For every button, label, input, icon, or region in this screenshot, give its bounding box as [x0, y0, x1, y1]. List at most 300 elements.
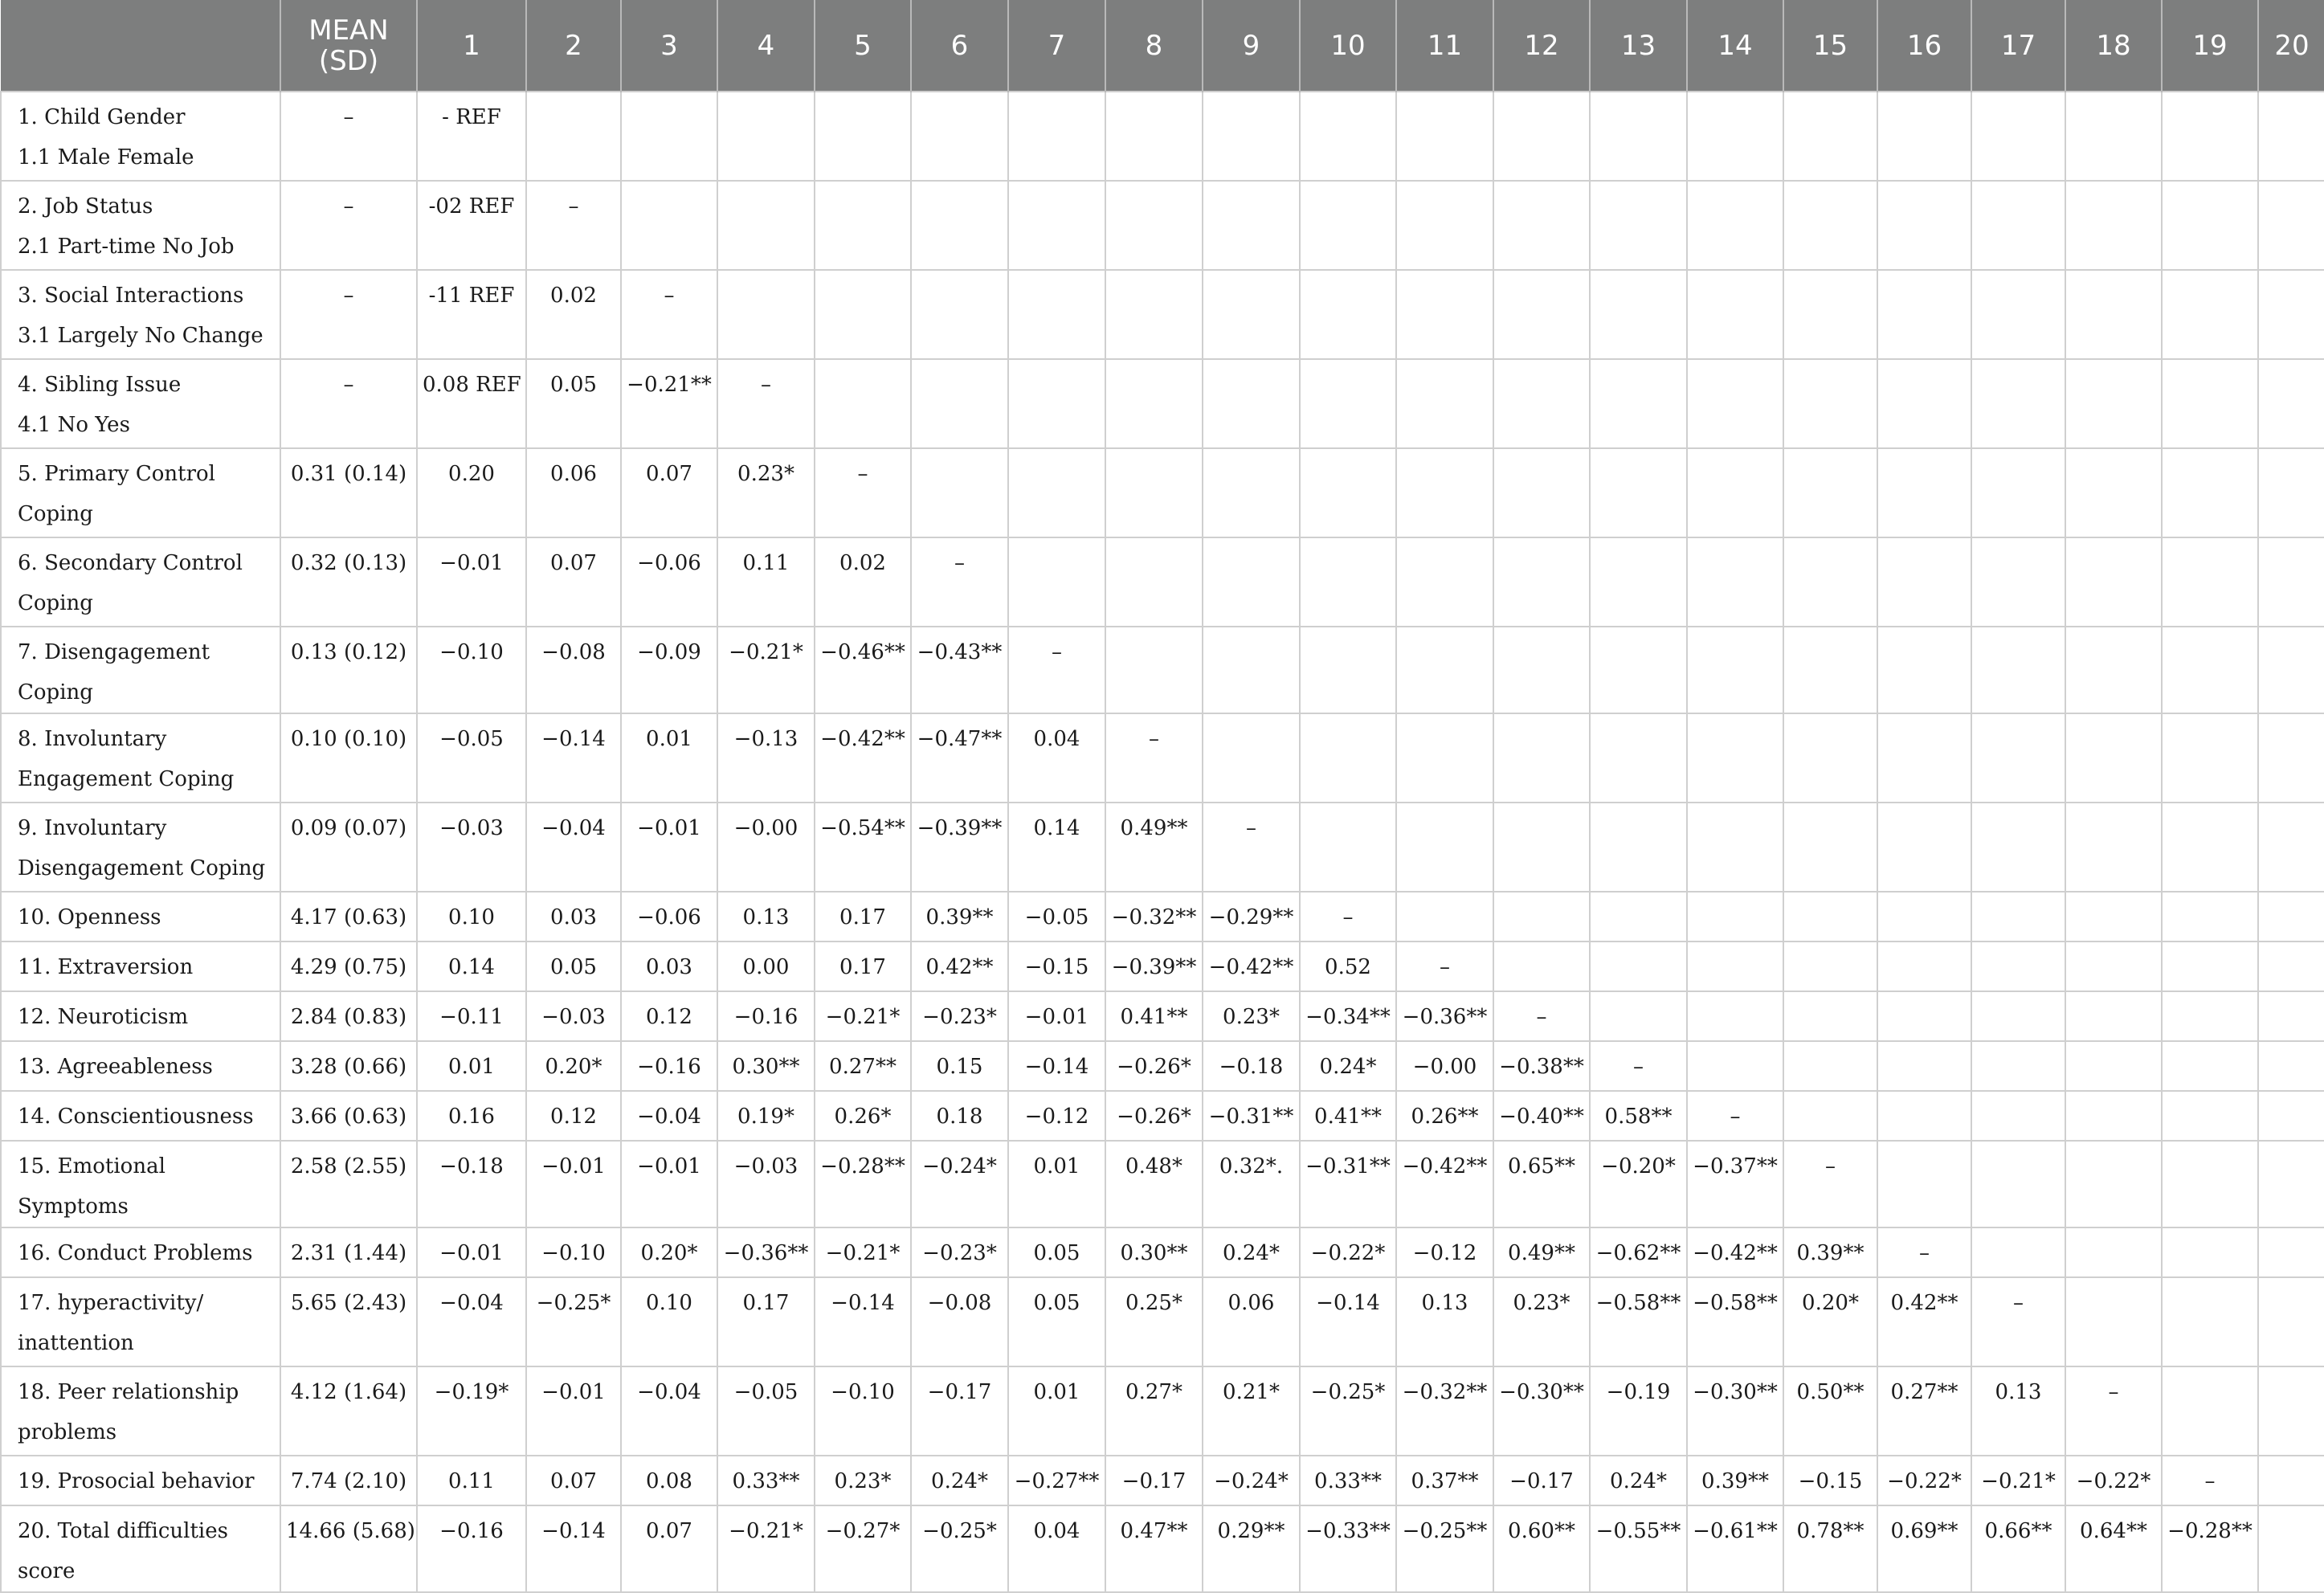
correlation-cell: [1971, 1091, 2065, 1141]
correlation-cell: 0.05: [526, 942, 621, 991]
correlation-cell: 0.24*: [911, 1456, 1008, 1505]
correlation-cell: [2258, 1041, 2324, 1091]
correlation-cell: −0.40**: [1493, 1091, 1590, 1141]
row-label: [1, 1505, 280, 1592]
row-label: [1, 1366, 280, 1456]
correlation-cell: [1783, 537, 1877, 627]
correlation-cell: [1971, 359, 2065, 448]
correlation-cell: 0.29**: [1203, 1505, 1300, 1592]
correlation-cell: 0.64**: [2065, 1505, 2162, 1592]
correlation-cell: 0.07: [526, 1456, 621, 1505]
correlation-cell: −0.03: [717, 1141, 815, 1227]
correlation-cell: −0.04: [417, 1277, 526, 1366]
correlation-cell: [1971, 627, 2065, 713]
header-col-9: 9: [1203, 0, 1300, 92]
correlation-cell: [1687, 991, 1783, 1041]
correlation-cell: −0.03: [526, 991, 621, 1041]
row-label: [1, 1227, 280, 1277]
correlation-cell: 0.20*: [526, 1041, 621, 1091]
correlation-cell: [1783, 627, 1877, 713]
row-label: [1, 991, 280, 1041]
table-header: [1, 0, 2324, 92]
correlation-cell: −0.46**: [815, 627, 911, 713]
correlation-cell: −0.22*: [1300, 1227, 1396, 1277]
correlation-cell: 0.08 REF: [417, 359, 526, 448]
correlation-cell: [1300, 537, 1396, 627]
correlation-cell: −0.29**: [1203, 892, 1300, 942]
table-row: [1, 991, 2324, 1041]
correlation-cell: [1877, 991, 1971, 1041]
correlation-cell: [1971, 942, 2065, 991]
correlation-cell: 0.27**: [1877, 1366, 1971, 1456]
row-label-line: 9. Involuntary: [18, 816, 167, 840]
correlation-cell: −0.18: [417, 1141, 526, 1227]
correlation-cell: [1590, 713, 1687, 803]
correlation-cell: [1877, 537, 1971, 627]
table-row: [1, 1141, 2324, 1227]
correlation-cell: 0.23*: [717, 448, 815, 537]
correlation-cell: [2162, 803, 2258, 892]
correlation-cell: [1877, 1041, 1971, 1091]
correlation-cell: [1877, 448, 1971, 537]
mean-sd-cell: 3.28 (0.66): [280, 1041, 417, 1091]
correlation-cell: −0.10: [417, 627, 526, 713]
correlation-cell: 0.03: [526, 892, 621, 942]
correlation-cell: −0.32**: [1105, 892, 1203, 942]
correlation-cell: [2065, 1041, 2162, 1091]
table-row: [1, 181, 2324, 270]
correlation-cell: [1590, 537, 1687, 627]
correlation-cell: [1783, 1041, 1877, 1091]
row-label: [1, 942, 280, 991]
correlation-cell: [2162, 359, 2258, 448]
correlation-cell: [2162, 1227, 2258, 1277]
correlation-cell: [2258, 892, 2324, 942]
correlation-cell: –: [1396, 942, 1493, 991]
correlation-cell: [1687, 892, 1783, 942]
correlation-cell: −0.00: [717, 803, 815, 892]
correlation-cell: 0.13: [1396, 1277, 1493, 1366]
correlation-cell: [1783, 270, 1877, 359]
correlation-cell: 0.20*: [621, 1227, 717, 1277]
correlation-cell: −0.25*: [911, 1505, 1008, 1592]
correlation-cell: −0.36**: [717, 1227, 815, 1277]
header-col-13: 13: [1590, 0, 1687, 92]
correlation-cell: −0.01: [417, 537, 526, 627]
correlation-cell: –: [2065, 1366, 2162, 1456]
correlation-cell: [1396, 359, 1493, 448]
correlation-cell: 0.01: [1008, 1141, 1105, 1227]
row-label-line: 1. Child Gender: [18, 105, 186, 129]
correlation-cell: [1396, 627, 1493, 713]
correlation-cell: 0.23*: [815, 1456, 911, 1505]
correlation-cell: -11 REF: [417, 270, 526, 359]
row-label: [1, 92, 280, 181]
correlation-cell: 0.04: [1008, 713, 1105, 803]
row-label-line: 13. Agreeableness: [18, 1055, 213, 1079]
row-label: [1, 270, 280, 359]
correlation-cell: [1590, 359, 1687, 448]
header-col-12: 12: [1493, 0, 1590, 92]
correlation-cell: [2162, 942, 2258, 991]
correlation-cell: 0.17: [815, 892, 911, 942]
correlation-cell: −0.01: [526, 1366, 621, 1456]
correlation-cell: 0.37**: [1396, 1456, 1493, 1505]
header-row: [1, 0, 2324, 92]
correlation-cell: [1396, 892, 1493, 942]
row-label-line: 4. Sibling Issue: [18, 373, 182, 397]
correlation-cell: 0.13: [717, 892, 815, 942]
correlation-cell: [1396, 270, 1493, 359]
correlation-cell: [1971, 892, 2065, 942]
correlation-cell: −0.33**: [1300, 1505, 1396, 1592]
correlation-cell: [1008, 448, 1105, 537]
correlation-cell: [1396, 537, 1493, 627]
correlation-cell: −0.28**: [815, 1141, 911, 1227]
correlation-cell: 0.49**: [1493, 1227, 1590, 1277]
correlation-cell: [1971, 1141, 2065, 1227]
correlation-cell: [2065, 181, 2162, 270]
correlation-cell: [1493, 627, 1590, 713]
mean-sd-cell: 0.32 (0.13): [280, 537, 417, 627]
correlation-cell: [1300, 181, 1396, 270]
correlation-cell: [1877, 627, 1971, 713]
correlation-cell: [1783, 181, 1877, 270]
row-label-line: 4.1 No Yes: [18, 413, 130, 437]
header-col-3: 3: [621, 0, 717, 92]
correlation-cell: 0.13: [1971, 1366, 2065, 1456]
correlation-cell: –: [621, 270, 717, 359]
correlation-cell: 0.60**: [1493, 1505, 1590, 1592]
row-label-line: 1.1 Male Female: [18, 145, 194, 170]
correlation-cell: −0.61**: [1687, 1505, 1783, 1592]
correlation-cell: −0.55**: [1590, 1505, 1687, 1592]
row-label-line: Coping: [18, 502, 93, 526]
correlation-cell: [1203, 359, 1300, 448]
correlation-cell: −0.14: [815, 1277, 911, 1366]
table-row: [1, 1091, 2324, 1141]
correlation-cell: [1783, 92, 1877, 181]
correlation-cell: −0.11: [417, 991, 526, 1041]
correlation-cell: 0.12: [621, 991, 717, 1041]
correlation-cell: [1300, 270, 1396, 359]
correlation-cell: [1783, 991, 1877, 1041]
correlation-cell: −0.23*: [911, 1227, 1008, 1277]
correlation-cell: −0.12: [1008, 1091, 1105, 1141]
table-row: [1, 803, 2324, 892]
mean-sd-cell: 2.31 (1.44): [280, 1227, 417, 1277]
correlation-cell: −0.10: [815, 1366, 911, 1456]
correlation-cell: –: [1877, 1227, 1971, 1277]
correlation-cell: [717, 92, 815, 181]
correlation-cell: [1396, 803, 1493, 892]
row-label-line: 12. Neuroticism: [18, 1005, 189, 1029]
correlation-cell: –: [2162, 1456, 2258, 1505]
correlation-cell: [1877, 942, 1971, 991]
table-row: [1, 359, 2324, 448]
header-col-2: 2: [526, 0, 621, 92]
correlation-cell: 0.39**: [1783, 1227, 1877, 1277]
row-label: [1, 359, 280, 448]
correlation-cell: [911, 448, 1008, 537]
correlation-cell: −0.22*: [2065, 1456, 2162, 1505]
correlation-cell: 0.01: [1008, 1366, 1105, 1456]
correlation-cell: –: [1971, 1277, 2065, 1366]
correlation-cell: [1105, 359, 1203, 448]
correlation-cell: −0.04: [621, 1091, 717, 1141]
correlation-cell: −0.34**: [1300, 991, 1396, 1041]
correlation-cell: [2065, 942, 2162, 991]
correlation-cell: [911, 270, 1008, 359]
table-body: [1, 92, 2324, 1592]
row-label-line: inattention: [18, 1331, 134, 1355]
correlation-cell: [2162, 537, 2258, 627]
correlation-cell: 0.19*: [717, 1091, 815, 1141]
table-row: [1, 270, 2324, 359]
row-label-line: 17. hyperactivity/: [18, 1291, 204, 1315]
correlation-cell: [1687, 448, 1783, 537]
correlation-cell: [1590, 991, 1687, 1041]
correlation-cell: −0.15: [1783, 1456, 1877, 1505]
correlation-cell: 0.33**: [717, 1456, 815, 1505]
correlation-cell: 0.78**: [1783, 1505, 1877, 1592]
correlation-cell: [2162, 92, 2258, 181]
correlation-cell: [1300, 359, 1396, 448]
correlation-cell: −0.42**: [1396, 1141, 1493, 1227]
correlation-cell: 0.16: [417, 1091, 526, 1141]
header-col-20: 20: [2258, 0, 2324, 92]
correlation-cell: −0.31**: [1300, 1141, 1396, 1227]
correlation-cell: −0.43**: [911, 627, 1008, 713]
table-row: [1, 892, 2324, 942]
correlation-cell: −0.01: [621, 803, 717, 892]
correlation-cell: 0.14: [1008, 803, 1105, 892]
correlation-cell: −0.21*: [717, 627, 815, 713]
correlation-cell: 0.08: [621, 1456, 717, 1505]
mean-sd-cell: –: [280, 92, 417, 181]
mean-sd-cell: 0.10 (0.10): [280, 713, 417, 803]
correlation-cell: −0.01: [526, 1141, 621, 1227]
row-label-line: 18. Peer relationship: [18, 1380, 239, 1404]
correlation-cell: [1687, 537, 1783, 627]
correlation-cell: −0.12: [1396, 1227, 1493, 1277]
correlation-cell: 0.23*: [1493, 1277, 1590, 1366]
correlation-cell: −0.58**: [1687, 1277, 1783, 1366]
correlation-cell: 0.24*: [1590, 1456, 1687, 1505]
correlation-cell: [1783, 448, 1877, 537]
row-label-line: 2.1 Part-time No Job: [18, 235, 235, 259]
correlation-cell: [2258, 803, 2324, 892]
correlation-cell: [1971, 537, 2065, 627]
row-label-line: 8. Involuntary: [18, 727, 167, 751]
correlation-cell: −0.14: [526, 713, 621, 803]
correlation-cell: [2258, 991, 2324, 1041]
correlation-cell: −0.03: [417, 803, 526, 892]
row-label-line: 19. Prosocial behavior: [18, 1469, 255, 1493]
mean-sd-cell: 4.29 (0.75): [280, 942, 417, 991]
correlation-cell: [717, 270, 815, 359]
correlation-cell: [2258, 537, 2324, 627]
correlation-cell: 0.39**: [1687, 1456, 1783, 1505]
correlation-cell: [1687, 270, 1783, 359]
correlation-cell: 0.33**: [1300, 1456, 1396, 1505]
correlation-cell: −0.17: [1105, 1456, 1203, 1505]
correlation-cell: [1687, 359, 1783, 448]
correlation-cell: [2065, 1227, 2162, 1277]
correlation-cell: 0.47**: [1105, 1505, 1203, 1592]
correlation-cell: −0.05: [1008, 892, 1105, 942]
correlation-cell: 0.41**: [1300, 1091, 1396, 1141]
correlation-cell: 0.07: [526, 537, 621, 627]
correlation-cell: [1105, 270, 1203, 359]
correlation-cell: 0.24*: [1203, 1227, 1300, 1277]
correlation-cell: −0.26*: [1105, 1041, 1203, 1091]
correlation-cell: −0.42**: [1203, 942, 1300, 991]
correlation-cell: [1783, 803, 1877, 892]
row-label: [1, 1041, 280, 1091]
correlation-cell: [1105, 627, 1203, 713]
correlation-cell: [1493, 803, 1590, 892]
correlation-cell: - REF: [417, 92, 526, 181]
correlation-cell: [2258, 1141, 2324, 1227]
correlation-cell: [2162, 892, 2258, 942]
correlation-cell: 0.69**: [1877, 1505, 1971, 1592]
correlation-cell: [1783, 359, 1877, 448]
correlation-cell: 0.10: [417, 892, 526, 942]
correlation-cell: [2258, 1277, 2324, 1366]
correlation-cell: 0.02: [815, 537, 911, 627]
correlation-cell: 0.52: [1300, 942, 1396, 991]
correlation-cell: [2162, 448, 2258, 537]
header-col-4: 4: [717, 0, 815, 92]
correlation-cell: [1687, 713, 1783, 803]
correlation-cell: [2162, 991, 2258, 1041]
header-col-19: 19: [2162, 0, 2258, 92]
correlation-cell: 0.27*: [1105, 1366, 1203, 1456]
correlation-cell: 0.20*: [1783, 1277, 1877, 1366]
correlation-cell: −0.09: [621, 627, 717, 713]
correlation-cell: −0.01: [1008, 991, 1105, 1041]
correlation-cell: [1300, 803, 1396, 892]
row-label: [1, 181, 280, 270]
header-col-17: 17: [1971, 0, 2065, 92]
correlation-cell: [1493, 92, 1590, 181]
correlation-cell: –: [1590, 1041, 1687, 1091]
correlation-cell: −0.17: [1493, 1456, 1590, 1505]
correlation-cell: −0.47**: [911, 713, 1008, 803]
table-row: [1, 1456, 2324, 1505]
correlation-cell: [2258, 181, 2324, 270]
mean-sd-cell: 4.12 (1.64): [280, 1366, 417, 1456]
correlation-cell: −0.16: [417, 1505, 526, 1592]
correlation-cell: [2065, 713, 2162, 803]
correlation-cell: [1300, 92, 1396, 181]
correlation-cell: 0.03: [621, 942, 717, 991]
correlation-cell: [1300, 627, 1396, 713]
correlation-cell: [1971, 803, 2065, 892]
correlation-cell: −0.25*: [526, 1277, 621, 1366]
mean-sd-cell: 14.66 (5.68): [280, 1505, 417, 1592]
correlation-cell: [1877, 1091, 1971, 1141]
correlation-cell: [1203, 713, 1300, 803]
correlation-cell: 0.42**: [911, 942, 1008, 991]
mean-sd-cell: 4.17 (0.63): [280, 892, 417, 942]
correlation-cell: 0.11: [417, 1456, 526, 1505]
row-label-line: 5. Primary Control: [18, 462, 215, 486]
correlation-cell: −0.16: [717, 991, 815, 1041]
correlation-cell: 0.49**: [1105, 803, 1203, 892]
correlation-cell: [1877, 1141, 1971, 1227]
correlation-cell: −0.38**: [1493, 1041, 1590, 1091]
correlation-cell: −0.20*: [1590, 1141, 1687, 1227]
table-row: [1, 92, 2324, 181]
correlation-cell: [911, 181, 1008, 270]
correlation-cell: [1396, 92, 1493, 181]
table-row: [1, 942, 2324, 991]
table-row: [1, 1366, 2324, 1456]
correlation-cell: [1396, 713, 1493, 803]
correlation-cell: [2065, 270, 2162, 359]
correlation-cell: [2162, 1141, 2258, 1227]
correlation-cell: [1008, 537, 1105, 627]
correlation-cell: –: [1008, 627, 1105, 713]
correlation-cell: [2065, 92, 2162, 181]
mean-sd-cell: 7.74 (2.10): [280, 1456, 417, 1505]
correlation-cell: [1105, 92, 1203, 181]
correlation-cell: [2258, 1505, 2324, 1592]
correlation-cell: −0.01: [417, 1227, 526, 1277]
correlation-cell: [1687, 942, 1783, 991]
correlation-cell: [1590, 270, 1687, 359]
correlation-cell: [1971, 92, 2065, 181]
header-col-5: 5: [815, 0, 911, 92]
row-label-line: 20. Total difficulties score: [18, 1519, 228, 1583]
correlation-cell: [1493, 181, 1590, 270]
correlation-cell: −0.22*: [1877, 1456, 1971, 1505]
correlation-cell: [1493, 713, 1590, 803]
row-label-line: Coping: [18, 591, 93, 615]
row-label-line: problems: [18, 1420, 117, 1444]
correlation-cell: −0.30**: [1687, 1366, 1783, 1456]
correlation-cell: [2162, 1041, 2258, 1091]
correlation-cell: 0.18: [911, 1091, 1008, 1141]
mean-sd-cell: –: [280, 359, 417, 448]
correlation-cell: [1971, 181, 2065, 270]
correlation-cell: 0.07: [621, 1505, 717, 1592]
correlation-cell: -02 REF: [417, 181, 526, 270]
correlation-cell: −0.42**: [815, 713, 911, 803]
correlation-cell: −0.08: [526, 627, 621, 713]
correlation-cell: [2065, 627, 2162, 713]
table-row: [1, 1227, 2324, 1277]
correlation-cell: [1493, 448, 1590, 537]
correlation-cell: 0.05: [1008, 1227, 1105, 1277]
correlation-cell: [1877, 181, 1971, 270]
mean-sd-cell: 0.13 (0.12): [280, 627, 417, 713]
correlation-cell: –: [1687, 1091, 1783, 1141]
correlation-cell: −0.36**: [1396, 991, 1493, 1041]
correlation-cell: [2258, 1456, 2324, 1505]
correlation-cell: [2162, 1091, 2258, 1141]
correlation-cell: [2162, 270, 2258, 359]
correlation-cell: [1008, 92, 1105, 181]
correlation-cell: [1590, 448, 1687, 537]
mean-sd-cell: 5.65 (2.43): [280, 1277, 417, 1366]
correlation-cell: [1783, 713, 1877, 803]
correlation-cell: [1203, 270, 1300, 359]
table-row: [1, 448, 2324, 537]
correlation-cell: −0.06: [621, 892, 717, 942]
